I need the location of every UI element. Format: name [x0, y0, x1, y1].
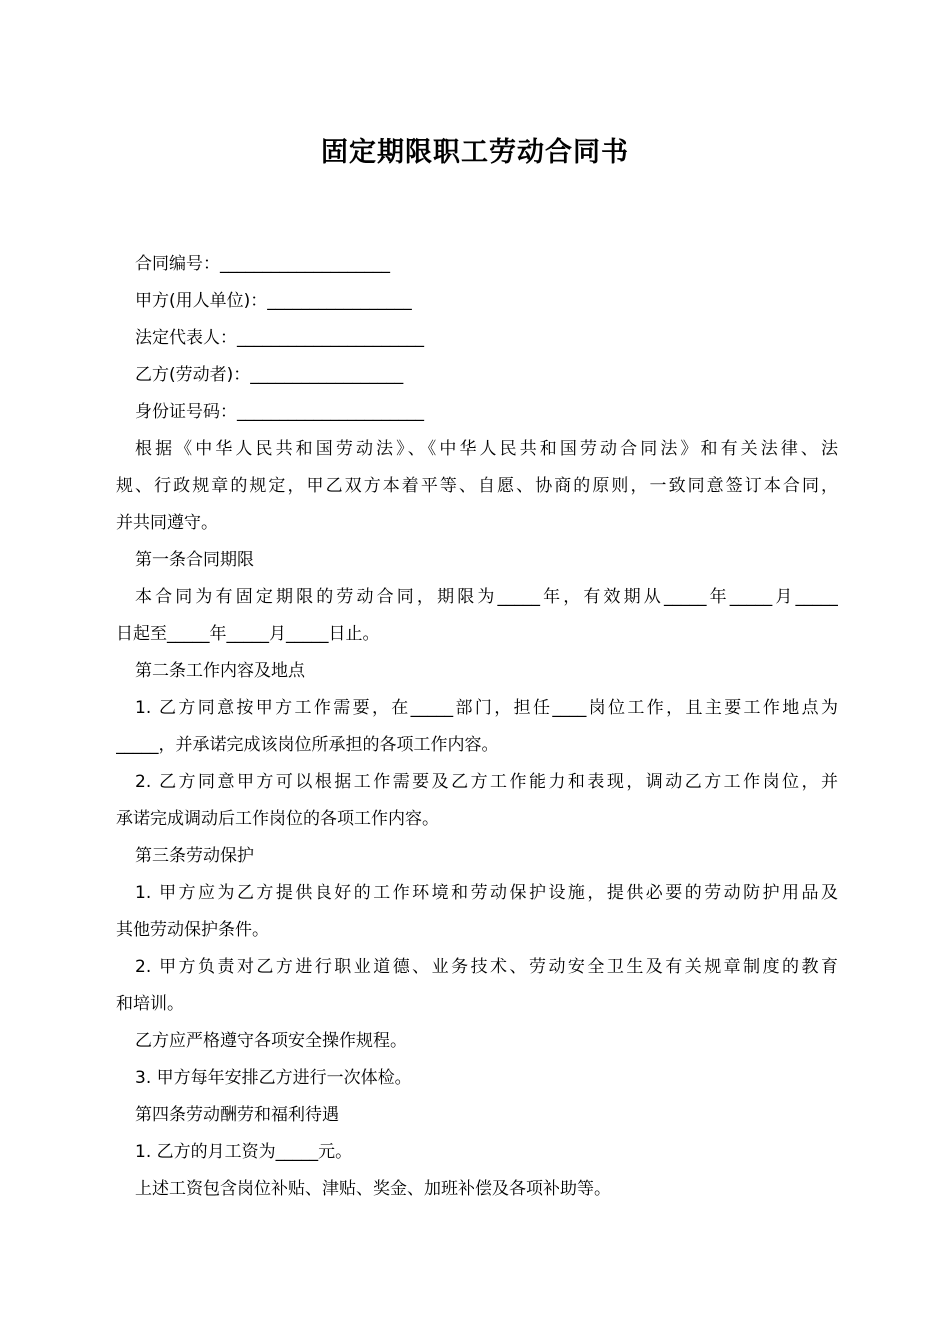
article-1-heading: 第一条合同期限	[135, 550, 254, 570]
preamble-line: 并共同遵守。	[116, 513, 218, 533]
article-4-item-1: 1. 乙方的月工资为_____元。	[135, 1142, 353, 1162]
article-3-item-3: 3. 甲方每年安排乙方进行一次体检。	[135, 1068, 412, 1088]
legal-representative-line: 法定代表人：______________________	[135, 328, 424, 348]
article-3-heading: 第三条劳动保护	[135, 846, 254, 866]
article-1-text: 日起至_____年_____月_____日止。	[116, 624, 380, 644]
id-number-line: 身份证号码：______________________	[135, 402, 424, 422]
party-b-line: 乙方(劳动者)：__________________	[135, 365, 404, 385]
article-3-item-2: 2. 甲方负责对乙方进行职业道德、业务技术、劳动安全卫生及有关规章制度的教育	[135, 957, 838, 977]
article-3-safety-rule: 乙方应严格遵守各项安全操作规程。	[135, 1031, 407, 1051]
contract-number-line: 合同编号：____________________	[135, 254, 390, 274]
preamble-line: 规、行政规章的规定，甲乙双方本着平等、自愿、协商的原则，一致同意签订本合同，	[116, 476, 838, 496]
article-3-item-1: 1. 甲方应为乙方提供良好的工作环境和劳动保护设施，提供必要的劳动防护用品及	[135, 883, 838, 903]
article-3-item-2: 和培训。	[116, 994, 184, 1014]
article-2-item-2: 2. 乙方同意甲方可以根据工作需要及乙方工作能力和表现，调动乙方工作岗位，并	[135, 772, 838, 792]
article-2-heading: 第二条工作内容及地点	[135, 661, 305, 681]
preamble-line: 根据《中华人民共和国劳动法》、《中华人民共和国劳动合同法》和有关法律、法	[135, 439, 838, 459]
article-4-salary-note: 上述工资包含岗位补贴、津贴、奖金、加班补偿及各项补助等。	[135, 1179, 611, 1199]
article-4-heading: 第四条劳动酬劳和福利待遇	[135, 1105, 339, 1125]
article-2-item-1: 1. 乙方同意按甲方工作需要，在_____部门，担任____岗位工作，且主要工作地点为	[135, 698, 838, 718]
article-2-item-2: 承诺完成调动后工作岗位的各项工作内容。	[116, 809, 439, 829]
article-2-item-1: _____，并承诺完成该岗位所承担的各项工作内容。	[116, 735, 499, 755]
document-body	[116, 246, 838, 1208]
party-a-line: 甲方(用人单位)：_________________	[135, 291, 412, 311]
article-1-text: 本合同为有固定期限的劳动合同，期限为_____年，有效期从_____年_____月_____	[135, 587, 838, 607]
document-title: 固定期限职工劳动合同书	[321, 137, 629, 168]
article-3-item-1: 其他劳动保护条件。	[116, 920, 269, 940]
